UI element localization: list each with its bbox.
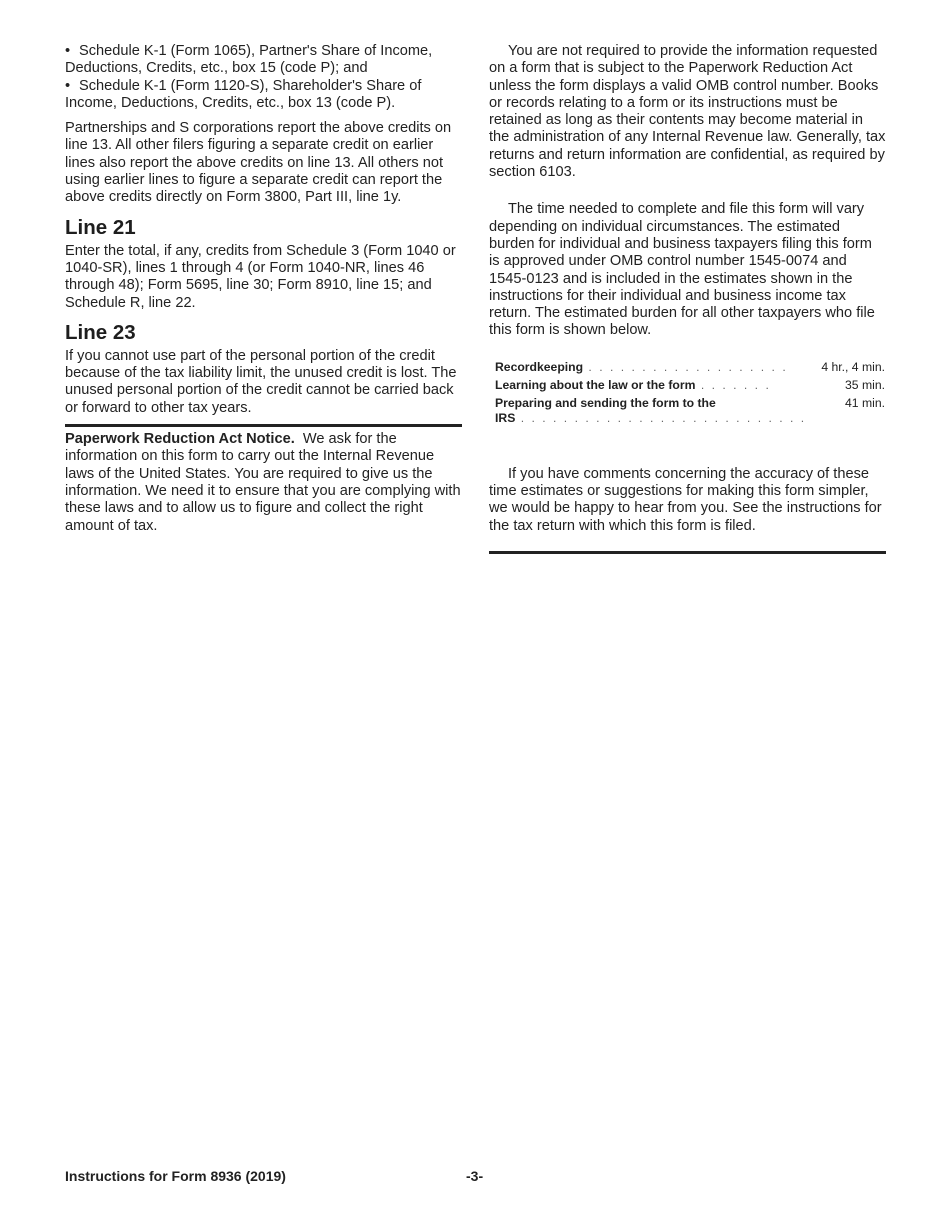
table-row (495, 360, 885, 375)
time-label: Recordkeeping (495, 359, 584, 374)
time-value: 4 hr., 4 min. (821, 359, 885, 374)
left-column (65, 43, 462, 535)
line21-heading: Line 21 (65, 215, 136, 239)
time-label: IRS (495, 410, 516, 425)
footer-page-number: -3- (466, 1168, 484, 1184)
time-label: Learning about the law or the form (495, 377, 696, 392)
bullet-item: • Schedule K-1 (Form 1065), Partner's Share of Income, Deductions, Credits, etc., box 15 (code P); and (65, 43, 433, 77)
right-column (489, 43, 886, 554)
time-estimate-table (495, 360, 885, 426)
bullet-item: • Schedule K-1 (Form 1120-S), Shareholder's Share of Income, Deductions, Credits, etc., box 13 (code P). (65, 77, 422, 111)
time-estimate-paragraph: The time needed to complete and file this form will vary depending on individual circumstances. The estimated burden for individual and business taxpayers filing this form is approved under OMB control number 1545-0074 and 1545-0123 and is included in the estimates shown in the instructions for their individual and business income tax return. The estimated burden for all other taxpayers who file this form is shown below. (489, 201, 875, 339)
credits-report-paragraph: Partnerships and S corporations report the above credits on line 13. All other filers figuring a separate credit on earlier lines also report the above credits on line 13. All others not using earlier lines to figure a separate credit can report the above credits directly on Form 3800, Part III, line 1y. (65, 120, 452, 206)
pra-text: We ask for the information on this form to carry out the Internal Revenue laws of the United States. You are required to give us the information. We need it to ensure that you are complying with these laws and to allow us to figure and collect the right amount of tax. (65, 431, 461, 534)
leader-dots: . . . . . . . . . . . . . . . . . . . . . . . . . . . (515, 410, 807, 425)
leader-dots: . . . . . . . . . . . . . . . . . . . (583, 359, 788, 374)
bullet-icon: • (65, 43, 71, 59)
table-row (495, 378, 885, 393)
section-divider (65, 424, 462, 427)
time-label: Preparing and sending the form to the (495, 395, 716, 410)
section-divider (489, 551, 886, 554)
paperwork-reduction-paragraph (65, 431, 462, 535)
comments-paragraph: If you have comments concerning the accuracy of these time estimates or suggestions for making this form simpler, we would be happy to hear from you. See the instructions for the tax return with which this form is filed. (489, 465, 882, 534)
footer-form-title: Instructions for Form 8936 (2019) (65, 1168, 286, 1184)
time-value: 41 min. (845, 395, 885, 410)
omb-paragraph: You are not required to provide the information requested on a form that is subject to the Paperwork Reduction Act unless the form displays a valid OMB control number. Books or records relating to a form or its instructions must be retained as long as their contents may become material in the administration of any Internal Revenue law. Generally, tax returns and return information are confidential, as required by section 6103. (489, 43, 886, 181)
line21-paragraph: Enter the total, if any, credits from Schedule 3 (Form 1040 or 1040-SR), lines 1 through 4 (or Form 1040-NR, lines 46 through 48); Form 5695, line 30; Form 8910, line 15; and Schedule R, line 22. (65, 242, 456, 311)
bullet-icon: • (65, 77, 71, 94)
table-row (495, 396, 885, 426)
line23-heading: Line 23 (65, 320, 136, 344)
leader-dots: . . . . . . . (695, 377, 771, 392)
time-value: 35 min. (845, 377, 885, 392)
pra-title: Paperwork Reduction Act Notice. (65, 431, 295, 448)
line23-paragraph: If you cannot use part of the personal portion of the credit because of the tax liability limit, the unused credit is lost. The unused personal portion of the credit cannot be carried back or forward to other tax years. (65, 347, 457, 416)
